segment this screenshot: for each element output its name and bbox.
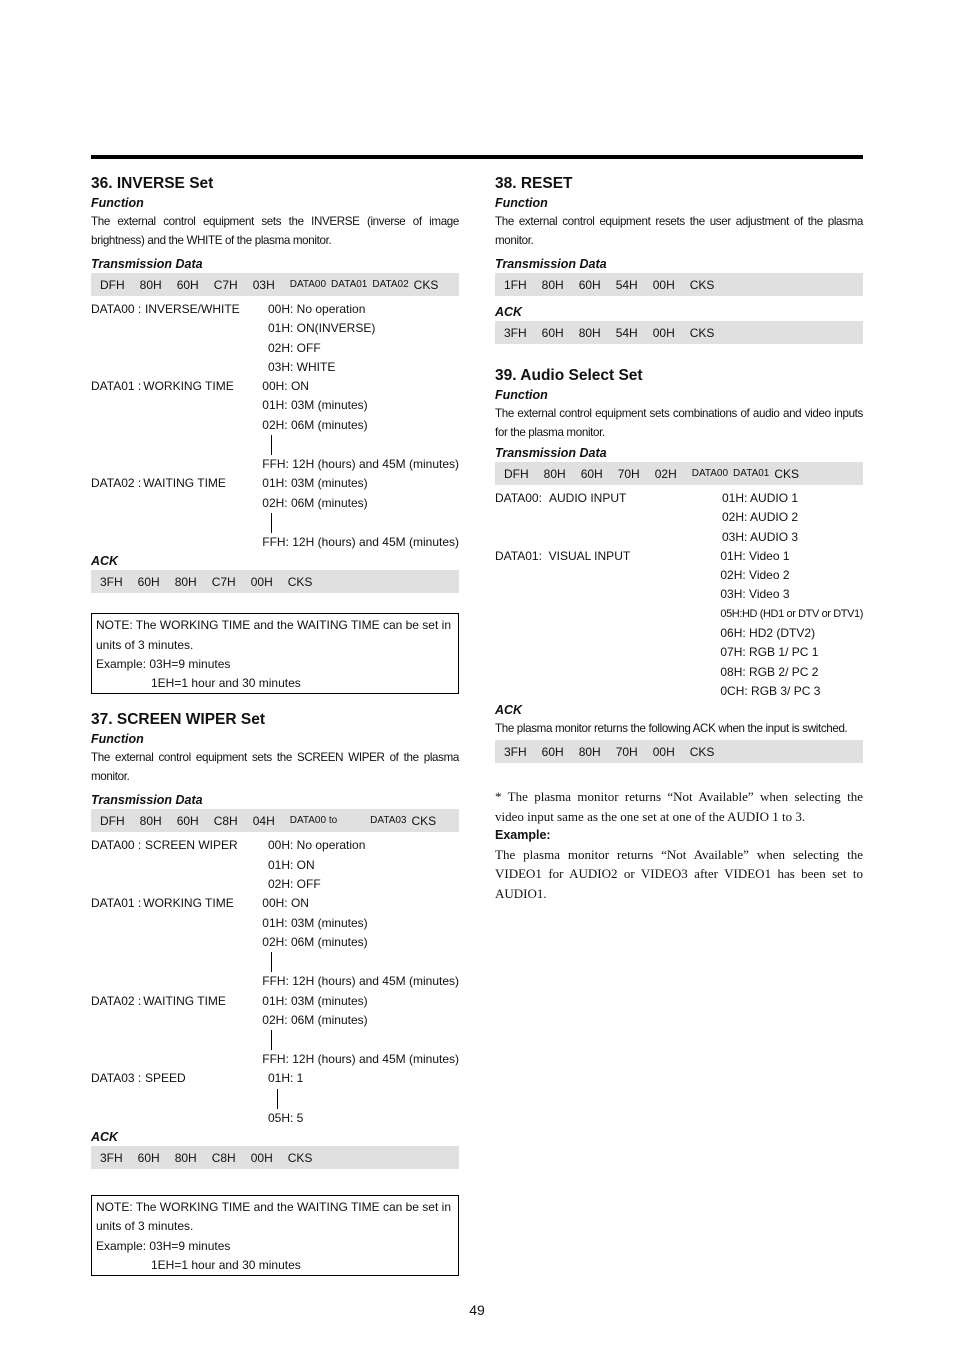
- byte: 3FH: [504, 744, 527, 759]
- data-row: [91, 300, 459, 377]
- ack-label: ACK: [91, 554, 119, 569]
- right-column: [495, 172, 863, 903]
- data-value: 01H: 03M (minutes): [262, 993, 368, 1008]
- function-label: Function: [91, 196, 144, 210]
- transmission-bytes: [495, 462, 863, 485]
- data-row: [91, 377, 459, 474]
- data-value: 02H: 06M (minutes): [262, 1012, 368, 1027]
- transmission-label: Transmission Data: [495, 446, 607, 460]
- byte: CKS: [689, 277, 715, 292]
- byte: 02H: [654, 466, 677, 481]
- transmission-label: Transmission Data: [495, 257, 607, 271]
- section-title: 39. Audio Select Set: [495, 367, 643, 384]
- byte: CKS: [287, 1150, 313, 1165]
- data-value: 00H: ON: [262, 379, 309, 394]
- data-value: 05H: 5: [268, 1110, 304, 1125]
- data-row: [495, 489, 863, 547]
- data-value: 03H: WHITE: [268, 359, 336, 374]
- data-label: INVERSE/WHITE: [145, 302, 240, 316]
- data-label: WORKING TIME: [143, 379, 234, 394]
- data-label: SPEED: [145, 1071, 186, 1086]
- data-value: 03H: Video 3: [720, 587, 790, 602]
- byte: DATA00 to: [289, 815, 338, 827]
- byte: DATA01: [331, 279, 368, 290]
- byte: 60H: [541, 325, 564, 340]
- byte: CKS: [287, 574, 313, 589]
- byte: 3FH: [504, 325, 527, 340]
- byte: 80H: [578, 744, 601, 759]
- data-name: DATA01 :: [91, 379, 142, 394]
- byte: C8H: [211, 1150, 236, 1165]
- note-box: [91, 613, 459, 694]
- ack-bytes: [91, 570, 459, 593]
- byte: 80H: [174, 1150, 197, 1165]
- range-line: [277, 1089, 278, 1109]
- byte: 60H: [137, 1150, 160, 1165]
- data-value: 01H: Video 1: [720, 548, 790, 563]
- byte: DATA00: [289, 279, 327, 290]
- data-label: AUDIO INPUT: [549, 491, 627, 505]
- function-text: The external control equipment sets the SCREEN WIPER of the plasma monitor.: [91, 751, 459, 784]
- ack-bytes: [495, 740, 863, 763]
- byte: 70H: [617, 466, 640, 481]
- left-column: [91, 172, 459, 1276]
- byte: 60H: [137, 574, 160, 589]
- data-row: [495, 547, 863, 701]
- transmission-bytes: [91, 273, 459, 296]
- range-line: [271, 513, 272, 533]
- note-text: 1EH=1 hour and 30 minutes: [151, 1257, 301, 1272]
- byte: DATA00: [691, 468, 729, 479]
- data-value: 02H: 06M (minutes): [262, 495, 368, 510]
- note-box: [91, 1195, 459, 1276]
- data-value: 01H: 03M (minutes): [262, 476, 368, 491]
- function-label: Function: [91, 732, 144, 747]
- range-line: [271, 435, 272, 455]
- data-value: 02H: 06M (minutes): [262, 934, 368, 949]
- data-name: DATA02 :: [91, 476, 142, 491]
- byte: 80H: [578, 325, 601, 340]
- data-value: 01H: 1: [268, 1071, 304, 1086]
- data-definitions: [91, 300, 459, 552]
- byte: 3FH: [100, 574, 123, 589]
- data-value: 07H: RGB 1/ PC 1: [720, 645, 819, 660]
- byte: 00H: [250, 1150, 273, 1165]
- byte: 60H: [541, 744, 564, 759]
- byte: 00H: [250, 574, 273, 589]
- data-value: 02H: Video 2: [720, 568, 790, 583]
- data-value: 02H: 06M (minutes): [262, 417, 368, 432]
- page-number: 49: [469, 1302, 485, 1318]
- data-definitions: [495, 489, 863, 701]
- data-row: [91, 474, 459, 552]
- data-value: 03H: AUDIO 3: [722, 529, 799, 544]
- ack-label: ACK: [91, 1130, 119, 1145]
- data-row: [91, 992, 459, 1070]
- data-value: 00H: No operation: [268, 838, 366, 853]
- byte: 3FH: [100, 1150, 123, 1165]
- data-label: WAITING TIME: [143, 993, 226, 1008]
- range-line: [271, 952, 272, 972]
- data-value: 02H: OFF: [268, 877, 321, 892]
- byte: DATA02: [372, 279, 409, 290]
- data-value: 06H: HD2 (DTV2): [720, 626, 816, 641]
- ack-bytes: [495, 321, 863, 344]
- byte: CKS: [411, 813, 437, 828]
- data-value: FFH: 12H (hours) and 45M (minutes): [262, 974, 459, 989]
- byte: C7H: [211, 574, 236, 589]
- data-label: SCREEN WIPER: [145, 838, 238, 853]
- byte: 80H: [139, 813, 162, 828]
- byte: DFH: [504, 466, 529, 481]
- function-text: The external control equipment sets the INVERSE (inverse of image brightness) and the WHITE of the plasma monitor.: [91, 215, 459, 247]
- data-value: 00H: No operation: [268, 302, 366, 316]
- byte: CKS: [689, 744, 715, 759]
- byte: 60H: [580, 466, 603, 481]
- data-definitions: [91, 836, 459, 1128]
- data-name: DATA03 :: [91, 1071, 142, 1086]
- note-text: NOTE: The WORKING TIME and the WAITING TIME can be set in units of 3 minutes.: [96, 1200, 451, 1234]
- function-label: Function: [495, 388, 548, 402]
- function-text: The external control equipment resets the user adjustment of the plasma monitor.: [495, 215, 863, 247]
- section-36: [91, 174, 459, 694]
- ack-label: ACK: [495, 305, 523, 319]
- byte: 60H: [176, 813, 199, 828]
- section-39: [495, 366, 863, 903]
- data-value: 08H: RGB 2/ PC 2: [720, 664, 819, 679]
- byte: CKS: [413, 277, 439, 292]
- example-label: Example:: [495, 828, 551, 843]
- data-value: 01H: AUDIO 1: [722, 491, 799, 505]
- function-text: The external control equipment sets combinations of audio and video inputs for the plasma monitor.: [495, 407, 863, 439]
- section-title: 37. SCREEN WIPER Set: [91, 711, 265, 729]
- data-name: DATA02 :: [91, 993, 142, 1008]
- data-value: 0CH: RGB 3/ PC 3: [720, 683, 821, 698]
- data-value: 01H: ON: [268, 857, 315, 872]
- byte: 80H: [174, 574, 197, 589]
- data-name: DATA01:: [495, 548, 542, 563]
- byte: 00H: [652, 277, 675, 292]
- ack-text: The plasma monitor returns the following ACK when the input is switched.: [495, 722, 848, 736]
- byte: 80H: [139, 277, 162, 292]
- note-text: Example: 03H=9 minutes: [96, 1238, 231, 1253]
- section-38: [495, 174, 863, 344]
- data-label: VISUAL INPUT: [548, 548, 631, 563]
- byte: DATA01: [733, 468, 770, 479]
- section-title: 38. RESET: [495, 175, 573, 192]
- transmission-label: Transmission Data: [91, 257, 203, 271]
- top-rule: [91, 155, 863, 159]
- note-text: Example: 03H=9 minutes: [96, 656, 231, 671]
- byte: 00H: [652, 325, 675, 340]
- data-value: FFH: 12H (hours) and 45M (minutes): [262, 457, 459, 472]
- byte: C8H: [213, 813, 238, 828]
- data-value: 01H: 03M (minutes): [262, 398, 368, 413]
- data-label: WAITING TIME: [143, 476, 226, 491]
- data-value: 00H: ON: [262, 896, 309, 911]
- footnote: * The plasma monitor returns “Not Available” when selecting the video input same as the one set at one of the AUDIO 1 to 3.: [495, 789, 863, 824]
- section-title: 36. INVERSE Set: [91, 175, 214, 192]
- note-text: NOTE: The WORKING TIME and the WAITING TIME can be set in units of 3 minutes.: [96, 618, 451, 652]
- data-value: 02H: AUDIO 2: [722, 510, 799, 525]
- byte: 00H: [652, 744, 675, 759]
- transmission-bytes: [91, 809, 459, 832]
- byte: CKS: [774, 466, 800, 481]
- transmission-bytes: [495, 273, 863, 296]
- data-value: FFH: 12H (hours) and 45M (minutes): [262, 534, 459, 549]
- data-value: 01H: 03M (minutes): [262, 915, 368, 930]
- byte: DATA03: [370, 815, 407, 827]
- transmission-label: Transmission Data: [91, 793, 203, 808]
- byte: C7H: [213, 277, 238, 292]
- byte: 60H: [578, 277, 601, 292]
- byte: 80H: [543, 466, 566, 481]
- data-value: FFH: 12H (hours) and 45M (minutes): [262, 1052, 459, 1067]
- data-value: 02H: OFF: [268, 340, 321, 355]
- byte: 60H: [176, 277, 199, 292]
- data-row: [91, 836, 459, 894]
- data-name: DATA00 :: [91, 838, 142, 853]
- ack-label: ACK: [495, 703, 523, 718]
- data-label: WORKING TIME: [143, 896, 234, 911]
- byte: 1FH: [504, 277, 527, 292]
- byte: 03H: [252, 277, 275, 292]
- function-label: Function: [495, 196, 548, 210]
- data-row: [91, 894, 459, 991]
- ack-bytes: [91, 1146, 459, 1169]
- byte: DFH: [100, 277, 125, 292]
- example-text: The plasma monitor returns “Not Available” when selecting the VIDEO1 for AUDIO2 or VIDEO3 after VIDEO1 has been set to AUDIO1.: [495, 847, 863, 901]
- byte: 54H: [615, 325, 638, 340]
- data-value: 05H:HD (HD1 or DTV or DTV1): [720, 607, 863, 620]
- data-name: DATA01 :: [91, 896, 142, 911]
- byte: 04H: [252, 813, 275, 828]
- byte: 54H: [615, 277, 638, 292]
- byte: 80H: [541, 277, 564, 292]
- section-37: [91, 710, 459, 1276]
- data-value: 01H: ON(INVERSE): [268, 321, 376, 336]
- byte: 70H: [615, 744, 638, 759]
- note-text: 1EH=1 hour and 30 minutes: [151, 676, 301, 691]
- data-name: DATA00 :: [91, 302, 142, 316]
- byte: DFH: [100, 813, 125, 828]
- data-name: DATA00:: [495, 491, 542, 505]
- range-line: [271, 1030, 272, 1050]
- data-row: [91, 1069, 459, 1128]
- byte: CKS: [689, 325, 715, 340]
